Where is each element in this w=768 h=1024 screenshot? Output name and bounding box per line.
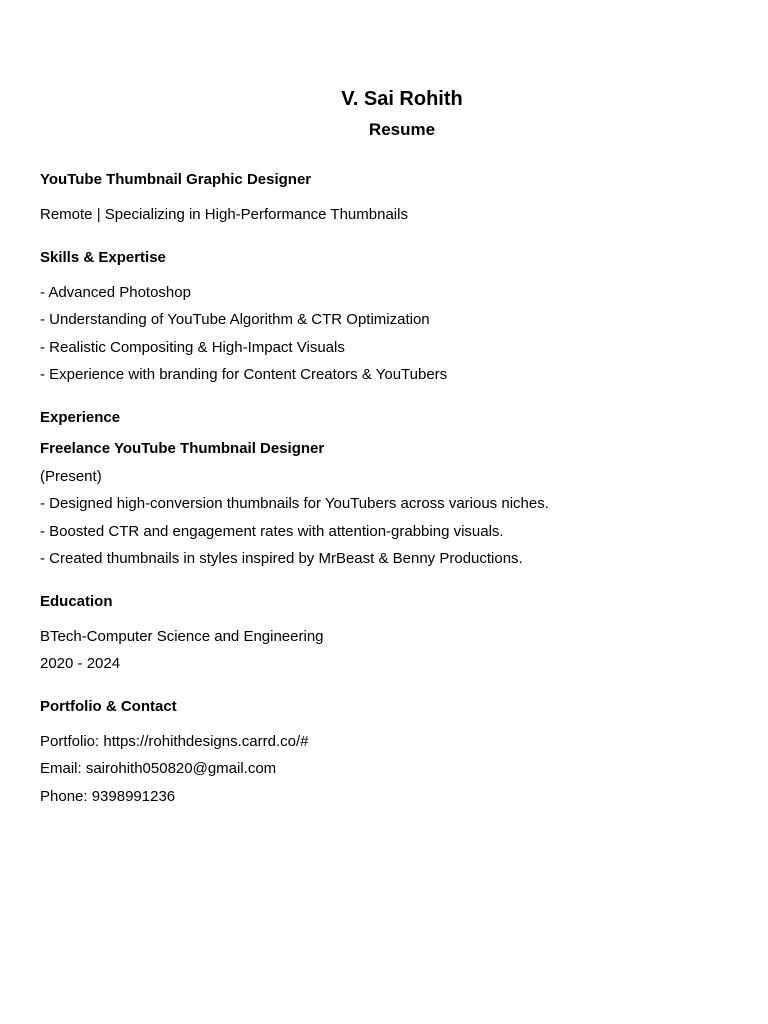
role-section [40, 170, 740, 229]
job-title: Freelance YouTube Thumbnail Designer [40, 439, 325, 457]
phone-number: Phone: 9398991236 [40, 787, 176, 805]
skills-heading: Skills & Expertise [40, 248, 166, 266]
job-period: (Present) [40, 467, 102, 485]
role-description: Remote | Specializing in High-Performance Thumbnails [40, 206, 408, 223]
experience-section [40, 408, 740, 573]
portfolio-link[interactable]: Portfolio: https://rohithdesigns.carrd.co/# [40, 732, 309, 750]
experience-heading: Experience [40, 408, 121, 426]
education-heading: Education [40, 592, 113, 610]
skill-item: - Experience with branding for Content Creators & YouTubers [40, 366, 448, 383]
resume-name: V. Sai Rohith [341, 88, 463, 110]
role-title: YouTube Thumbnail Graphic Designer [40, 171, 312, 188]
contact-heading: Portfolio & Contact [40, 697, 177, 715]
skill-item: - Understanding of YouTube Algorithm & CTR Optimization [40, 311, 430, 328]
resume-content [40, 170, 740, 829]
experience-item: - Created thumbnails in styles inspired by MrBeast & Benny Productions. [40, 550, 523, 567]
experience-item: - Designed high-conversion thumbnails for YouTubers across various niches. [40, 495, 549, 512]
email-link[interactable]: Email: sairohith050820@gmail.com [40, 760, 277, 777]
experience-item: - Boosted CTR and engagement rates with attention-grabbing visuals. [40, 522, 504, 540]
skill-item: - Advanced Photoshop [40, 283, 191, 301]
education-degree: BTech-Computer Science and Engineering [40, 627, 324, 645]
skills-section [40, 248, 740, 389]
skill-item: - Realistic Compositing & High-Impact Visuals [40, 338, 345, 356]
resume-subtitle: Resume [368, 120, 436, 139]
contact-section [40, 697, 740, 811]
education-years: 2020 - 2024 [40, 655, 121, 672]
education-section [40, 592, 740, 678]
